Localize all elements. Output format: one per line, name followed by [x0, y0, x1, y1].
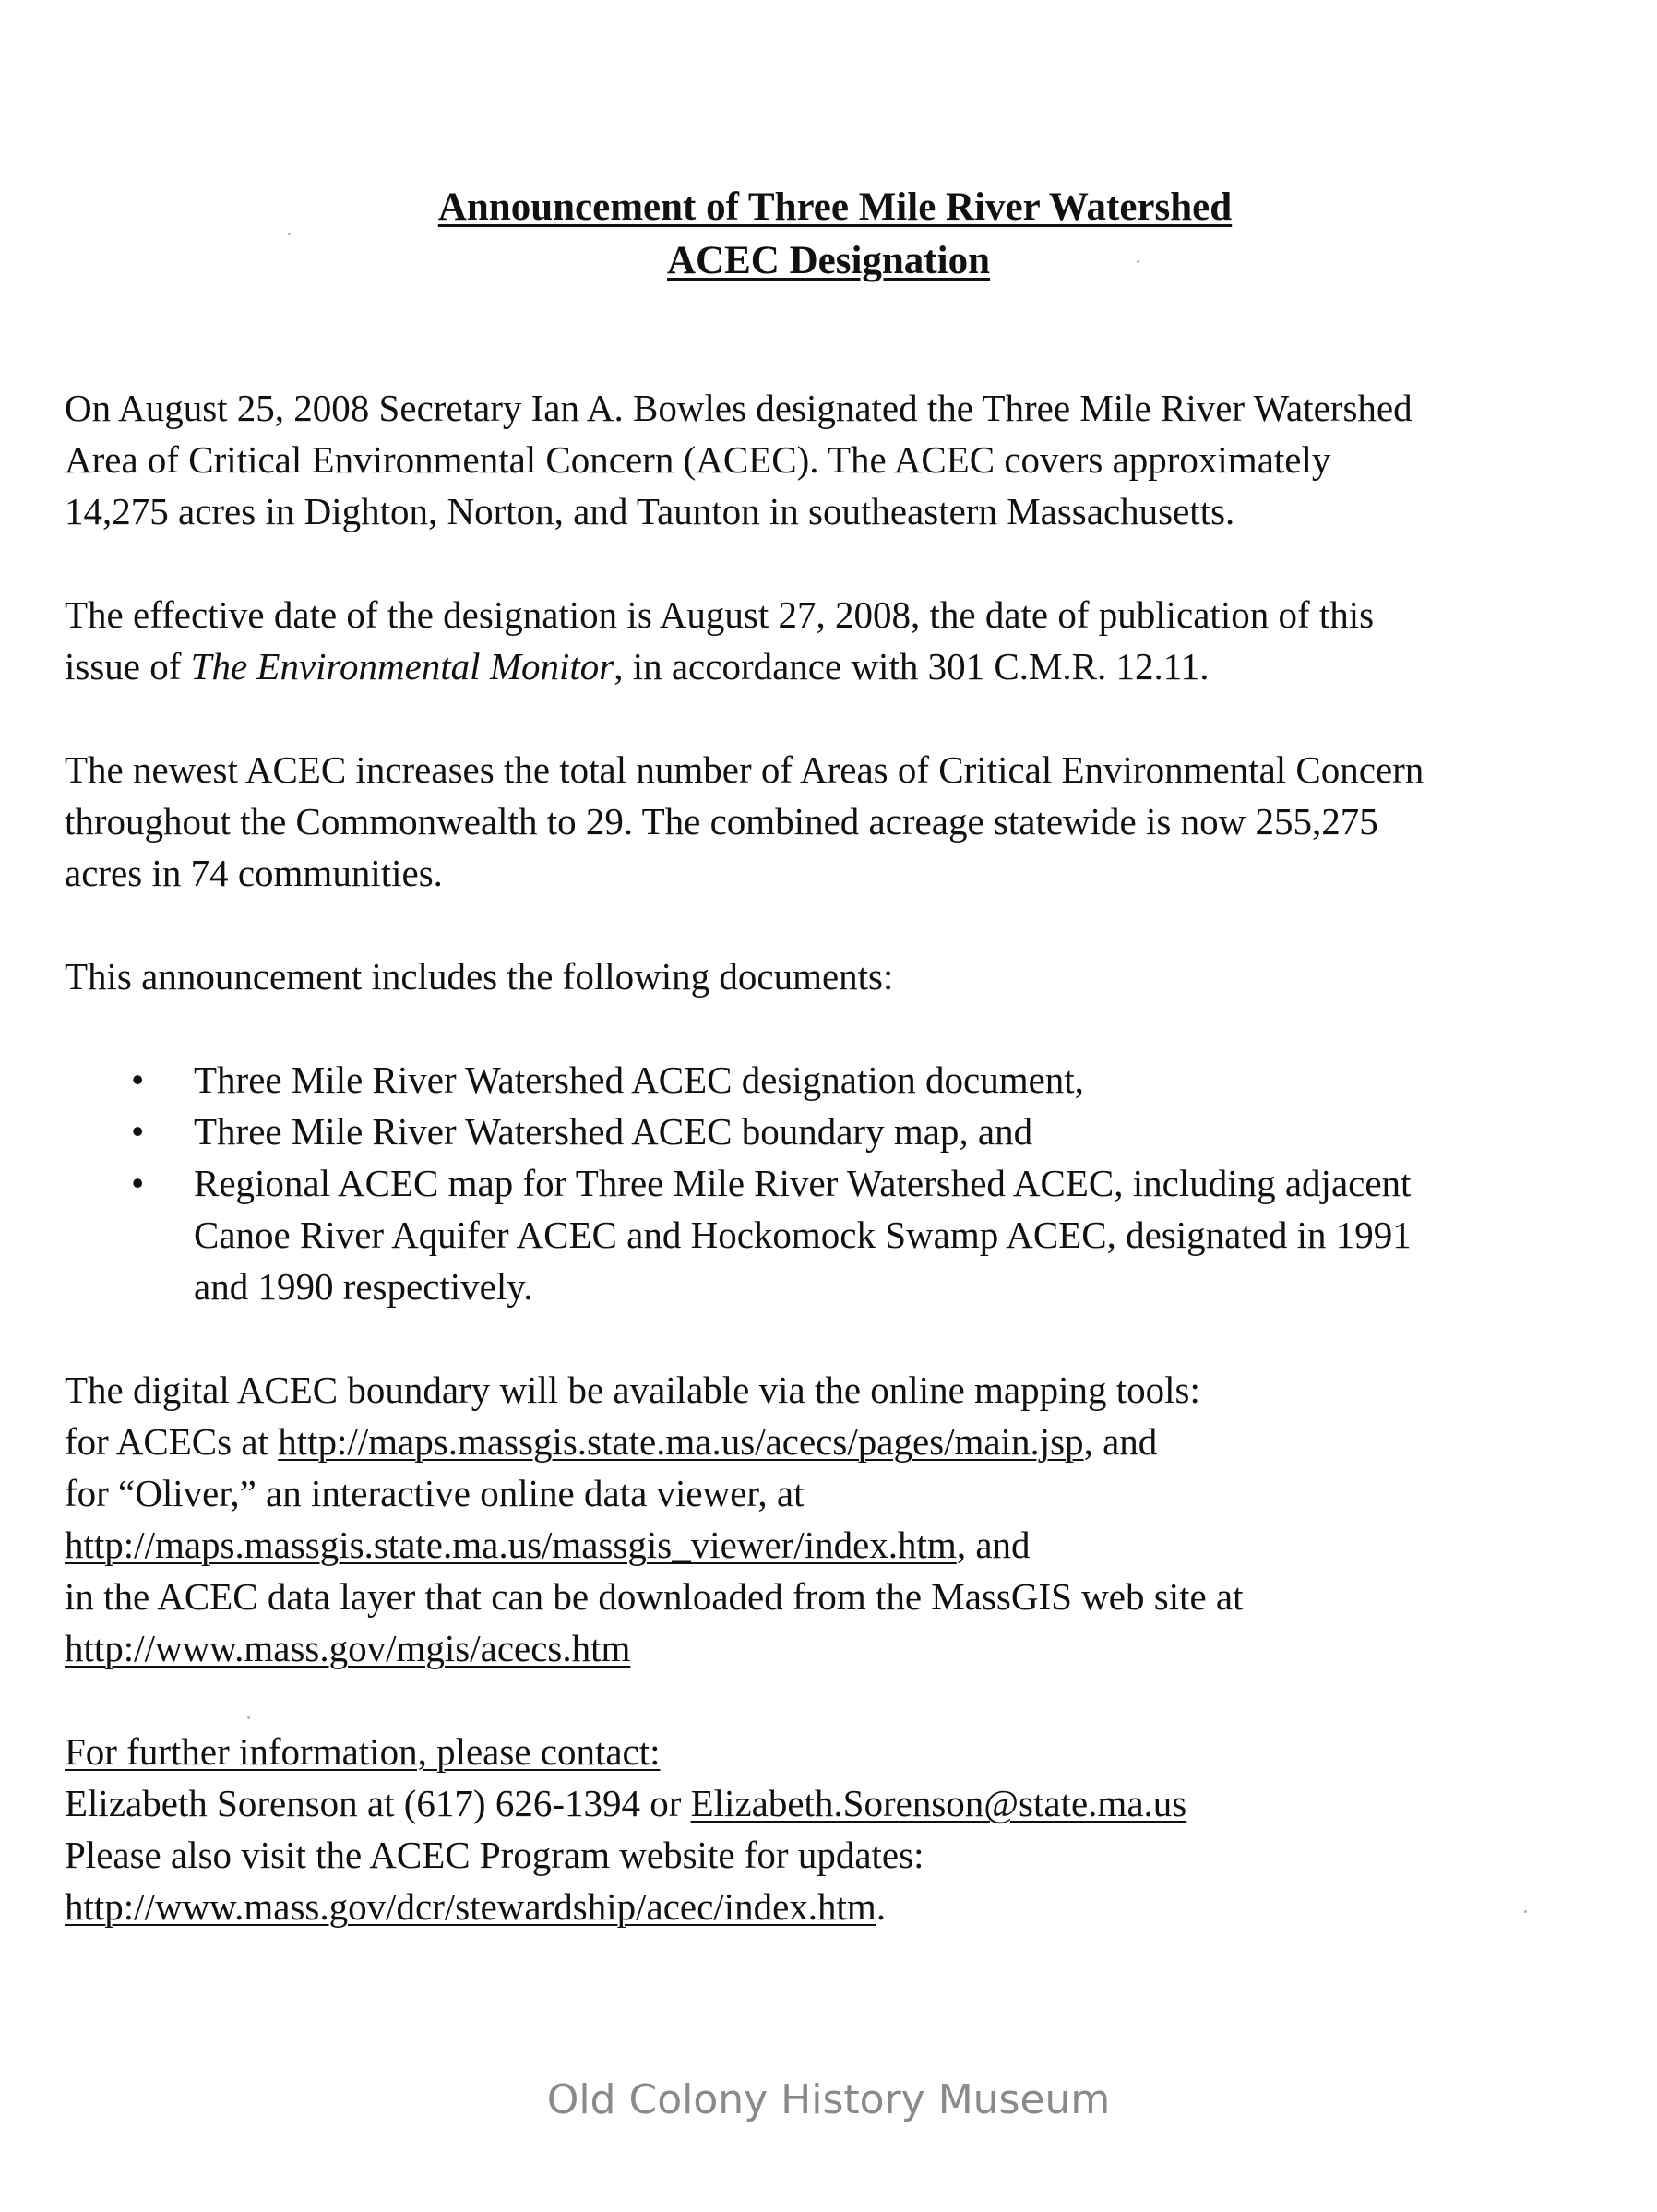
contact-email-link[interactable]: Elizabeth.Sorenson@state.ma.us	[690, 1782, 1187, 1824]
list-item	[65, 1106, 1633, 1157]
text-segment: , and	[1083, 1420, 1158, 1463]
text-line: in the ACEC data layer that can be downloaded from the MassGIS web site at	[65, 1575, 1244, 1618]
text-line: The newest ACEC increases the total number of Areas of Critical Environmental Concern	[65, 748, 1425, 791]
text-segment: issue of	[65, 645, 191, 688]
paragraph-online-tools	[65, 1364, 1633, 1674]
text-line: The effective date of the designation is August 27, 2008, the date of publication of this	[65, 593, 1375, 636]
text-line	[65, 1622, 1633, 1674]
acec-program-link[interactable]: http://www.mass.gov/dcr/stewardship/acec/index.htm	[65, 1885, 876, 1928]
scan-speck	[1137, 260, 1139, 263]
text-segment: .	[876, 1885, 887, 1928]
scan-speck	[288, 233, 291, 235]
text-line: Three Mile River Watershed ACEC boundary map, and	[194, 1110, 1033, 1153]
title-line-1: Announcement of Three Mile River Watershed	[437, 185, 1233, 229]
document-title	[0, 181, 1657, 288]
text-line: 14,275 acres in Dighton, Norton, and Taunton in southeastern Massachusetts.	[65, 490, 1235, 532]
text-line: throughout the Commonwealth to 29. The combined acreage statewide is now 255,275	[65, 800, 1378, 843]
contact-heading: For further information, please contact:	[65, 1730, 661, 1773]
text-segment: for ACECs at	[65, 1420, 279, 1463]
text-line	[65, 1519, 1633, 1571]
paragraph-statewide-totals	[65, 744, 1633, 899]
text-line: Canoe River Aquifer ACEC and Hockomock Swamp ACEC, designated in 1991	[194, 1214, 1412, 1256]
text-line: for “Oliver,” an interactive online data viewer, at	[65, 1472, 805, 1514]
oliver-viewer-link[interactable]: http://maps.massgis.state.ma.us/massgis_viewer/index.htm	[65, 1524, 957, 1566]
text-segment: , in accordance with 301 C.M.R. 12.11.	[614, 645, 1210, 688]
paragraph-documents-intro: This announcement includes the following documents:	[65, 955, 894, 998]
text-line: acres in 74 communities.	[65, 852, 443, 894]
list-item	[65, 1157, 1633, 1312]
documents-list	[65, 1054, 1633, 1312]
list-item	[65, 1054, 1633, 1106]
scan-speck	[1524, 1910, 1527, 1913]
paragraph-contact	[65, 1726, 1633, 1932]
museum-watermark: Old Colony History Museum	[546, 2076, 1111, 2123]
text-line: The digital ACEC boundary will be available via the online mapping tools:	[65, 1369, 1200, 1411]
bullet-icon: •	[131, 1110, 145, 1153]
text-line: Regional ACEC map for Three Mile River Watershed ACEC, including adjacent	[194, 1162, 1412, 1204]
text-segment: , and	[956, 1524, 1031, 1566]
text-line: On August 25, 2008 Secretary Ian A. Bowles designated the Three Mile River Watershed	[65, 387, 1413, 429]
publication-title: The Environmental Monitor	[190, 645, 614, 688]
scan-speck	[247, 1716, 250, 1719]
text-line	[65, 1777, 1633, 1829]
text-segment: Elizabeth Sorenson at (617) 626-1394 or	[65, 1782, 691, 1824]
text-line	[65, 1416, 1633, 1467]
text-line	[65, 640, 1633, 692]
bullet-icon: •	[131, 1162, 145, 1204]
massgis-download-link[interactable]: http://www.mass.gov/mgis/acecs.htm	[65, 1627, 631, 1669]
text-line: Area of Critical Environmental Concern (ACEC). The ACEC covers approximately	[65, 438, 1331, 481]
text-line: and 1990 respectively.	[194, 1265, 533, 1308]
text-line: Please also visit the ACEC Program website for updates:	[65, 1834, 924, 1876]
bullet-icon: •	[131, 1058, 145, 1101]
text-line	[65, 1881, 1633, 1932]
text-line: Three Mile River Watershed ACEC designation document,	[194, 1058, 1084, 1101]
paragraph-designation	[65, 382, 1633, 537]
title-line-2: ACEC Designation	[666, 239, 990, 282]
document-body	[65, 382, 1633, 1984]
paragraph-effective-date	[65, 589, 1633, 692]
acec-mapping-link[interactable]: http://maps.massgis.state.ma.us/acecs/pages/main.jsp	[278, 1420, 1084, 1463]
